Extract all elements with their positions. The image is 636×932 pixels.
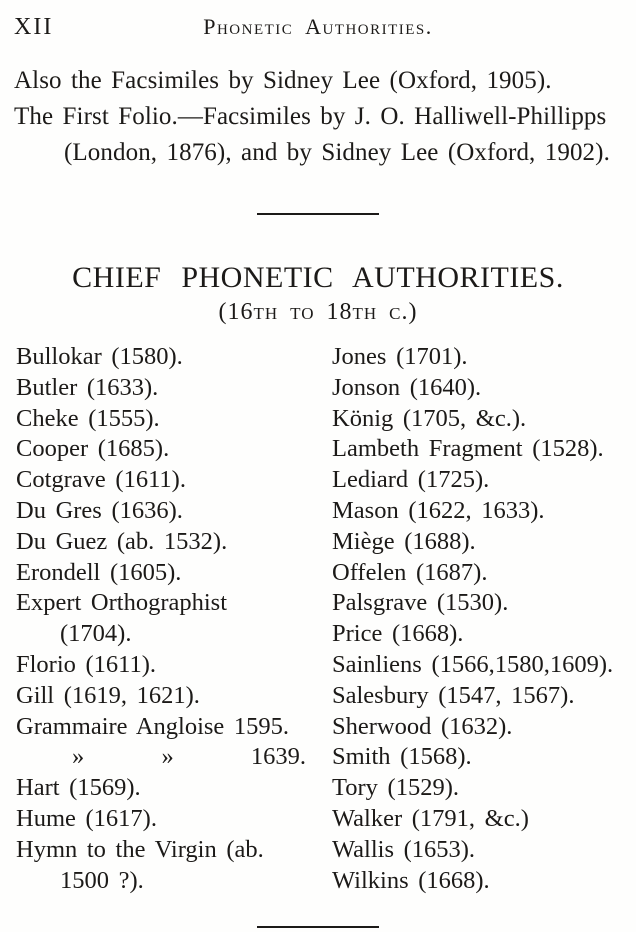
- authority-entry: Du Gres (1636).: [16, 496, 183, 524]
- intro-line-3: (London, 1876), and by Sidney Lee (Oxford, 1902).: [64, 139, 610, 166]
- authority-entry: Sainliens (1566,1580,1609).: [332, 650, 614, 678]
- authority-entry: Hart (1569).: [16, 774, 141, 802]
- authority-entry: Gill (1619, 1621).: [16, 681, 200, 709]
- intro-paragraphs: [14, 63, 622, 171]
- authority-entry: Du Guez (ab. 1532).: [16, 527, 228, 555]
- divider-rule-bottom: [257, 926, 379, 928]
- authority-entry: Price (1668).: [332, 620, 464, 648]
- authority-entry: Mason (1622, 1633).: [332, 496, 545, 524]
- authority-entry: Cooper (1685).: [16, 435, 170, 463]
- divider-rule-top: [257, 213, 379, 215]
- authority-entry: Tory (1529).: [332, 774, 459, 802]
- ditto-mark: »: [72, 743, 85, 771]
- authorities-column-right: [318, 342, 622, 896]
- authority-entry: Grammaire Angloise 1595.: [16, 712, 290, 740]
- authority-entry: (1704).: [60, 620, 132, 648]
- authority-entry-text: 1639.: [250, 743, 306, 771]
- authority-entry: Sherwood (1632).: [332, 712, 513, 740]
- authority-entry: Miège (1688).: [332, 527, 476, 555]
- section-title: CHIEF PHONETIC AUTHORITIES.: [72, 261, 564, 294]
- authority-entry: Offelen (1687).: [332, 558, 488, 586]
- authority-entry: Jonson (1640).: [332, 373, 482, 401]
- authority-entry: Wallis (1653).: [332, 835, 476, 863]
- authority-entry: Erondell (1605).: [16, 558, 182, 586]
- intro-line-1: Also the Facsimiles by Sidney Lee (Oxford, 1905).: [14, 67, 552, 94]
- running-head: [14, 14, 622, 41]
- authority-entry: Palsgrave (1530).: [332, 589, 509, 617]
- authority-entry: Salesbury (1547, 1567).: [332, 681, 575, 709]
- ditto-row: [16, 742, 318, 773]
- authority-entry: 1500 ?).: [60, 866, 144, 894]
- authority-entry: Hume (1617).: [16, 804, 157, 832]
- intro-line-2: The First Folio.—Facsimiles by J. O. Halliwell-Phillipps: [14, 103, 607, 130]
- authority-entry: Wilkins (1668).: [332, 866, 490, 894]
- authority-entry: Bullokar (1580).: [16, 343, 183, 370]
- authority-entry: Cheke (1555).: [16, 404, 160, 432]
- authority-entry: Florio (1611).: [16, 650, 157, 678]
- section-subtitle: (16th to 18th c.): [218, 299, 418, 325]
- authorities-column-left: [14, 342, 318, 896]
- running-title: Phonetic Authorities.: [203, 14, 433, 39]
- authority-entry: Jones (1701).: [332, 343, 468, 370]
- authority-entry: Lambeth Fragment (1528).: [332, 435, 604, 463]
- authority-entry: Smith (1568).: [332, 743, 472, 771]
- authority-entry: Expert Orthographist: [16, 589, 228, 617]
- authority-entry: Butler (1633).: [16, 373, 159, 401]
- authority-entry: König (1705, &c.).: [332, 404, 527, 432]
- authority-entry: Cotgrave (1611).: [16, 466, 186, 494]
- authority-entry: Lediard (1725).: [332, 466, 490, 494]
- ditto-mark: »: [161, 743, 174, 771]
- authority-entry: Walker (1791, &c.): [332, 804, 529, 832]
- page-number: XII: [14, 14, 54, 40]
- authorities-list: [14, 342, 622, 896]
- authority-entry: Hymn to the Virgin (ab.: [16, 835, 264, 863]
